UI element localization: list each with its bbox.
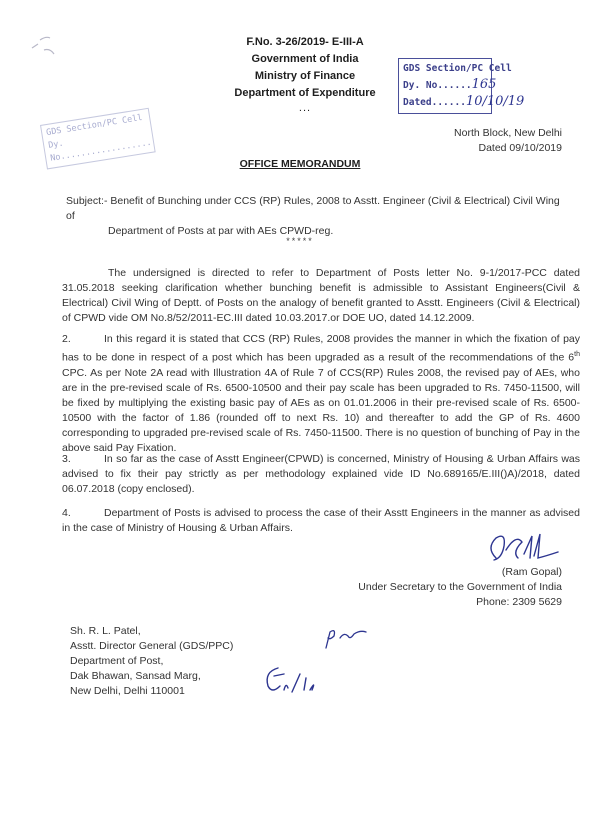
faded-stamp-title: GDS Section/PC Cell xyxy=(45,112,144,139)
stamp-date-value: 10/10/19 xyxy=(465,94,525,109)
subject-label: Subject:- xyxy=(66,195,108,207)
header-dots: ... xyxy=(298,102,312,114)
signatory-phone: Phone: 2309 5629 xyxy=(476,596,562,608)
paragraph-2 xyxy=(62,332,580,456)
paragraph-2-number: 2. xyxy=(62,333,71,345)
place: North Block, New Delhi xyxy=(454,127,562,139)
paragraph-3-number: 3. xyxy=(62,453,71,465)
paragraph-4-text: Department of Posts is advised to process the case of their Asstt Engineers in the manner as advised in the case of Ministry of Housing & Urban Affairs. xyxy=(62,507,580,534)
paragraph-3-text: In so far as the case of Asstt Engineer(CPWD) is concerned, Ministry of Housing & Urban Affairs was advised to fix their pay strictly as per methodology explained vide ID No.689165/E.III()A)/2018, dated 06.07.2018 (copy enclosed). xyxy=(62,453,580,495)
addressee-block xyxy=(70,624,233,699)
stamp-date-label: Dated...... xyxy=(403,97,466,108)
addressee-department: Department of Post, xyxy=(70,655,164,667)
addressee-name: Sh. R. L. Patel, xyxy=(70,625,141,637)
paragraph-1: The undersigned is directed to refer to Department of Posts letter No. 9-1/2017-PCC dated 31.05.2018 seeking clarification whether bunching benefit is admissible to Assistant Engineers(Civil & Electrical) Civil Wing of Deptt. of Posts on the analogy of benefit granted to Asstt. Engineers (Civil & Electrical) of CPWD vide OM No.8/52/2011-EC.III dated 10.03.2017.or DOE UO, dated 14.12.2009. xyxy=(62,267,580,324)
signatory-designation: Under Secretary to the Government of India xyxy=(358,581,562,593)
handwritten-mark xyxy=(30,32,64,56)
government-line: Government of India xyxy=(251,53,359,65)
ministry-line: Ministry of Finance xyxy=(254,70,356,82)
signatory-name: (Ram Gopal) xyxy=(501,566,562,578)
paragraph-4-number: 4. xyxy=(62,507,71,519)
stamp-date-row xyxy=(403,94,525,111)
addressee-city: New Delhi, Delhi 110001 xyxy=(70,685,185,697)
file-number: F.No. 3-26/2019- E-III-A xyxy=(246,36,364,48)
stamp-diary-number: 165 xyxy=(471,77,497,92)
stamp-diary-row xyxy=(403,77,497,94)
subject-line-1: Benefit of Bunching under CCS (RP) Rules, 2008 to Asstt. Engineer (Civil & Electrical) Civil Wing of xyxy=(66,195,560,222)
paragraph-2-superscript: th xyxy=(574,351,580,358)
letterhead xyxy=(200,34,410,114)
memo-title: OFFICE MEMORANDUM xyxy=(239,158,361,170)
addressee-designation: Asstt. Director General (GDS/PPC) xyxy=(70,640,234,652)
separator: ***** xyxy=(286,236,314,246)
signature-icon xyxy=(482,528,562,568)
stamp-title: GDS Section/PC Cell xyxy=(403,63,512,74)
handwritten-initial-pc-icon xyxy=(320,624,370,650)
paragraph-2-text-a: In this regard it is stated that CCS (RP) Rules, 2008 provides the manner in which the fixation of pay has to be done in respect of a post which has been upgraded as a result of the recommendations of the 6 xyxy=(62,333,580,364)
receipt-stamp xyxy=(398,58,525,114)
stamp-diary-label: Dy. No...... xyxy=(403,80,472,91)
faded-stamp-diary: Dy. No.................. xyxy=(47,137,153,164)
subject-block xyxy=(66,194,562,239)
department-line: Department of Expenditure xyxy=(234,87,376,99)
paragraph-2-text-b: CPC. As per Note 2A read with Illustration 4A of Rule 7 of CCS(RP) Rules 2008, the revised pay of AEs, who are in the pre-revised scale of Rs. 6500-10500 and their pay scale has been upgraded to Rs. 7450-11500, will be fixed by multiplying the existing basic pay of AEs as on 01.01.2006 in their pre-revised scale of Rs. 6500-10500 with the factor of 1.86 (rounded off to next Rs. 10) and thereafter to add the GP of Rs. 4600 corresponding to upgraded pre-revised scale of Rs. 7450-11500. There is no question of bunching of Pay in the above said Pay Fixation. xyxy=(62,366,580,454)
addressee-street: Dak Bhawan, Sansad Marg, xyxy=(70,670,201,682)
handwritten-initial-date-icon xyxy=(260,662,320,696)
place-date-block xyxy=(454,126,562,156)
issue-date: Dated 09/10/2019 xyxy=(478,142,562,154)
paragraph-3 xyxy=(62,452,580,497)
subject-line-2: Department of Posts at par with AEs CPWD-reg. xyxy=(108,225,334,237)
signatory-block xyxy=(358,565,562,610)
